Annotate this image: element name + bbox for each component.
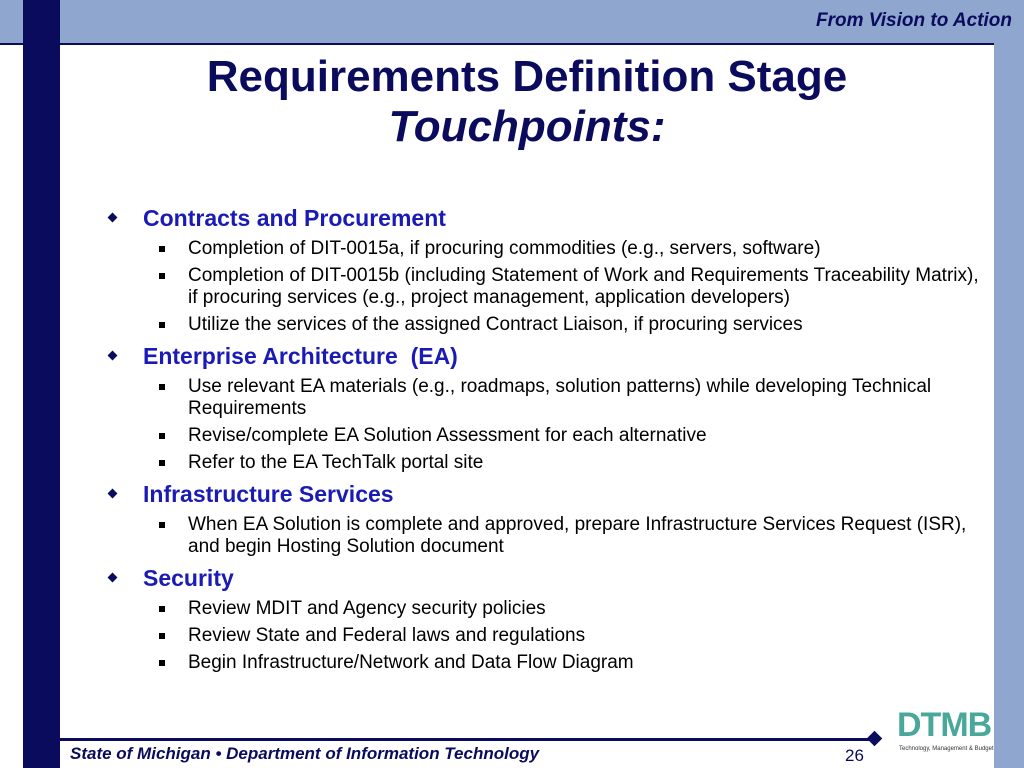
section-items-enterprise-architecture <box>105 376 990 474</box>
square-bullet-icon <box>159 460 165 466</box>
section-heading-contracts: Contracts and Procurement <box>105 204 990 233</box>
header-tagline: From Vision to Action <box>816 10 1012 31</box>
slide-content <box>105 204 990 674</box>
right-sidebar-bar <box>994 0 1024 768</box>
list-item: Refer to the EA TechTalk portal site <box>105 452 990 474</box>
square-bullet-icon <box>159 322 165 328</box>
diamond-bullet-icon <box>108 573 118 583</box>
slide-title <box>60 52 994 152</box>
square-bullet-icon <box>159 522 165 528</box>
square-bullet-icon <box>159 660 165 666</box>
section-items-infrastructure <box>105 514 990 558</box>
square-bullet-icon <box>159 633 165 639</box>
square-bullet-icon <box>159 384 165 390</box>
section-heading-security: Security <box>105 564 990 593</box>
section-heading-enterprise-architecture: Enterprise Architecture (EA) <box>105 342 990 371</box>
diamond-bullet-icon <box>108 213 118 223</box>
square-bullet-icon <box>159 273 165 279</box>
list-item: Utilize the services of the assigned Contract Liaison, if procuring services <box>105 314 990 336</box>
list-item: When EA Solution is complete and approved, prepare Infrastructure Services Request (ISR), and begin Hosting Solution document <box>105 514 990 558</box>
list-item: Completion of DIT-0015b (including Statement of Work and Requirements Traceability Matrix), if procuring services (e.g., project management, application developers) <box>105 265 990 309</box>
footer-rule <box>60 738 872 741</box>
title-line-2: Touchpoints: <box>388 102 666 151</box>
footer-text: State of Michigan • Department of Information Technology <box>70 744 540 763</box>
logo-subtext: Technology, Management & Budget <box>899 746 994 752</box>
page-number: 26 <box>845 746 864 765</box>
dtmb-logo <box>893 706 995 762</box>
logo-text: DTMB <box>897 706 992 744</box>
title-line-1: Requirements Definition Stage <box>206 52 848 101</box>
square-bullet-icon <box>159 606 165 612</box>
section-heading-infrastructure: Infrastructure Services <box>105 480 990 509</box>
diamond-bullet-icon <box>108 351 118 361</box>
list-item: Review State and Federal laws and regulations <box>105 625 990 647</box>
list-item: Revise/complete EA Solution Assessment for each alternative <box>105 425 990 447</box>
square-bullet-icon <box>159 246 165 252</box>
footer-diamond-icon <box>867 731 883 747</box>
section-items-security <box>105 598 990 674</box>
diamond-bullet-icon <box>108 489 118 499</box>
header-rule <box>0 43 1024 45</box>
left-sidebar-bar <box>23 0 60 768</box>
section-items-contracts <box>105 238 990 336</box>
list-item: Begin Infrastructure/Network and Data Flow Diagram <box>105 652 990 674</box>
list-item: Completion of DIT-0015a, if procuring commodities (e.g., servers, software) <box>105 238 990 260</box>
square-bullet-icon <box>159 433 165 439</box>
list-item: Use relevant EA materials (e.g., roadmaps, solution patterns) while developing Technical Requirements <box>105 376 990 420</box>
list-item: Review MDIT and Agency security policies <box>105 598 990 620</box>
